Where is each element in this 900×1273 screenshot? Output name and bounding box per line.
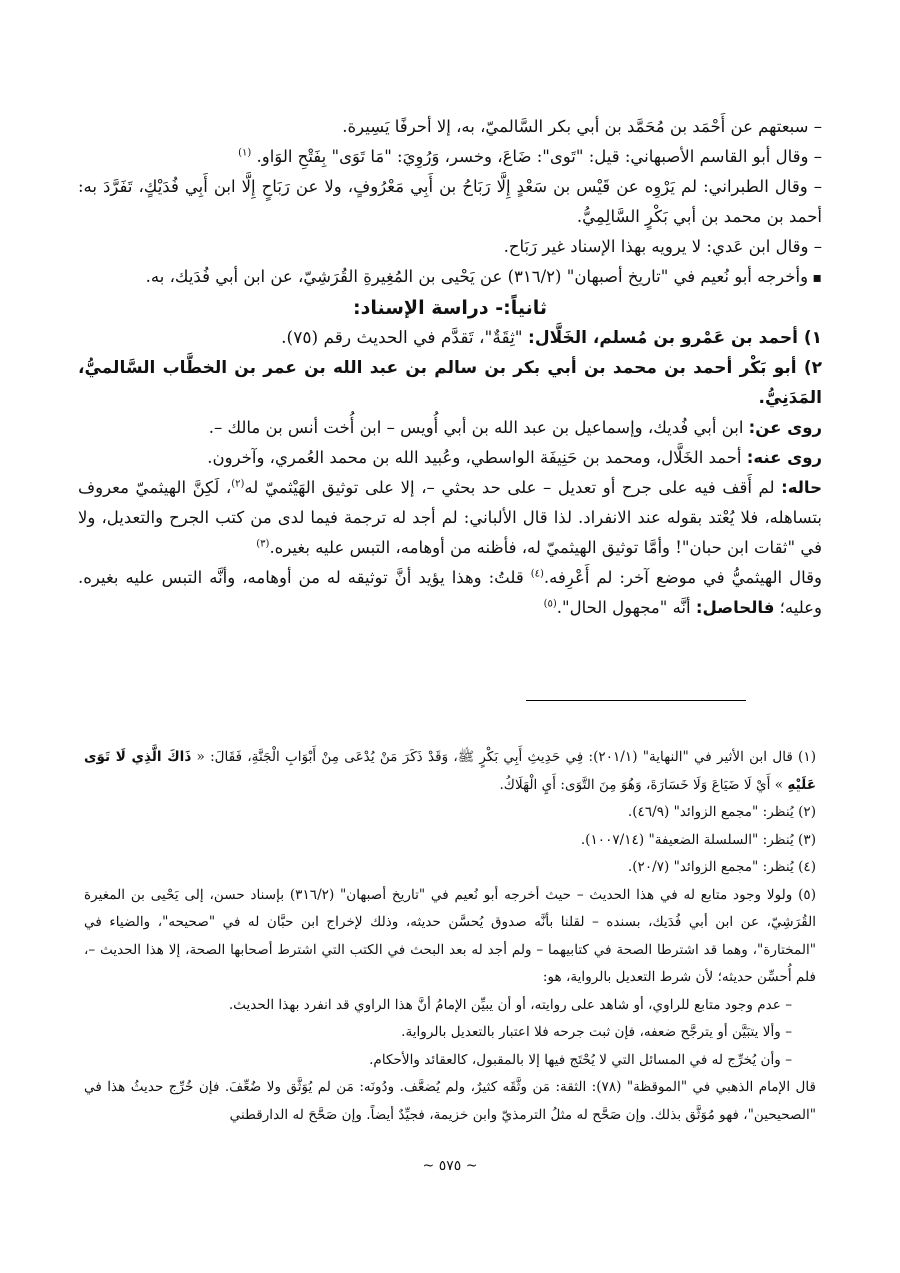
line-tabarani: – وقال الطبراني: لم يَرْوِه عن قَيْس بن سَعْدٍ إِلَّا رَبَاحُ بن أَبِي مَعْرُوفٍ، ولا عن رَبَاحٍ إِلَّا ابن أَبِي فُدَيْكٍ، تَفَرَّدَ به: أحمد بن محمد بن أبي بَكْرٍ السَّالِمِيُّ. bbox=[78, 172, 822, 232]
narrator-2: ٢) أبو بَكْر أحمد بن محمد بن أبي بكر بن سالم بن عبد الله بن عمر بن الخطَّاب السَّالميُّ، المَدَنِيُّ. bbox=[78, 358, 822, 408]
main-text bbox=[78, 112, 822, 623]
footnotes bbox=[84, 744, 816, 1129]
line-abu-nuaym: ▪ وأخرجه أبو نُعيم في "تاريخ أصبهان" (٣١٦/٢) عن يَحْيى بن المُغِيرةِ القُرَشِيّ، عن ابن أبي فُدَيك، به. bbox=[78, 262, 822, 293]
line-ibn-adi: – وقال ابن عَدي: لا يرويه بهذا الإسناد غير رَبَاح. bbox=[78, 232, 822, 262]
narrator-1: ١) أحمد بن عَمْرو بن مُسلم، الخَلَّال: "ثِقَةٌ"، تَقدَّم في الحديث رقم (٧٥). bbox=[281, 328, 822, 348]
footnote-ref-4[interactable]: (٤) bbox=[530, 568, 544, 580]
status-label: حاله: bbox=[781, 478, 823, 497]
section-heading: ثانياً:- دراسة الإسناد: bbox=[352, 297, 547, 319]
footnote-5-condition-1: – عدم وجود متابع للراوي، أو شاهد على روايته، أو أن يبيِّن الإمامُ أنَّ هذا الراوي قد انفرد بهذا الحديث. bbox=[84, 992, 816, 1020]
conclusion-label: فالحاصل: bbox=[695, 598, 775, 617]
footnote-3: (٣) يُنظر: "السلسلة الضعيفة" (١٠٠٧/١٤). bbox=[580, 831, 816, 848]
footnote-5: (٥) ولولا وجود متابع له في هذا الحديث – حيث أخرجه أبو نُعيم في "تاريخ أصبهان" (٣١٦/٢) بإسناد حسن، إلى يَحْيى بن المغيرة القُرَشِيّ، عن ابن أبي فُدَيك، بسنده – لقلنا بأنَّه صدوق يُحسَّن حديثه، وذلك لإخراج ابن حبَّان له في "صحيحه"، والضياء في "المختارة"، وهما قد اشترطا الصحة في كتابيهما – ولم أجد له بعد البحث في الكتب التي اشترط أصحابها الصحة، إلا هذا الحديث –، فلم أُحسِّن حديثه؛ لأن شرط التعديل بالرواية، هو: bbox=[84, 886, 816, 985]
footnote-1: (١) قال ابن الأثير في "النهاية" (٢٠١/١): فِي حَدِيثِ أَبِي بَكْرٍ ﷺ، وَقَدْ ذَكَرَ مَنْ يُدْعَى مِنْ أَبْوَابِ الْجَنَّةِ، فَقَالَ: « ذَاكَ الَّذِي لَا تَوَى عَلَيْهِ » أَيْ لَا ضَيَاعَ وَلَا خَسَارَةَ، وَهُوَ مِنَ التَّوَى: أَيِ الْهَلَاكُ. bbox=[84, 749, 816, 793]
rawa-anhu: روى عنه: أحمد الخَلَّال، ومحمد بن حَنِيفَة الواسطي، وعُبيد الله بن محمد العُمري، وآخرون. bbox=[207, 448, 822, 467]
footnote-4: (٤) يُنظر: "مجمع الزوائد" (٢٠/٧). bbox=[627, 859, 816, 875]
footnote-ref-3[interactable]: (٣) bbox=[256, 538, 270, 550]
line-asbahani: – وقال أبو القاسم الأصبهاني: قيل: "تَوى": ضَاعَ، وخسر، وَرُوِيَ: "مَا تَوَى" بِفَتْحِ الوَاو. $^{(١)}$ bbox=[78, 142, 822, 172]
line-sources: – سبعتهم عن أَحْمَد بن مُحَمَّد بن أبي بكر السَّالميّ، به، إلا أحرفًا يَسِيرة. bbox=[78, 112, 822, 142]
footnote-2: (٢) يُنظر: "مجمع الزوائد" (٤٦/٩). bbox=[627, 804, 816, 820]
footnote-separator bbox=[526, 700, 746, 701]
narrator-1-label: ١) أحمد بن عَمْرو بن مُسلم، الخَلَّال: bbox=[528, 328, 822, 348]
conclusion: وقال الهيثميُّ في موضع آخر: لم أَعْرِفه.$^{(٤)}$ قلتُ: وهذا يؤيد أنَّ توثيقه له من أوهامه، وأنَّه التبس عليه بغيره. وعليه؛ فالحاصل: أنَّه "مجهول الحال".$^{(٥)}$ bbox=[78, 568, 822, 617]
footnote-5-condition-3: – وأن يُخرِّج له في المسائل التي لا يُحْتَج فيها إلا بالمقبول، كالعقائد والأحكام. bbox=[84, 1047, 816, 1075]
footnote-ref-1[interactable]: (١) bbox=[238, 147, 252, 159]
rawa-an: روى عن: ابن أبي فُديك، وإسماعيل بن عبد الله بن أبي أُويس – ابن أُخت أنس بن مالك –. bbox=[208, 418, 822, 437]
page-number: ~ ٥٧٥ ~ bbox=[422, 1158, 478, 1174]
rawa-an-label: روى عن: bbox=[748, 418, 822, 437]
rawa-anhu-label: روى عنه: bbox=[746, 448, 822, 467]
footnote-5-dhahabi: قال الإمام الذهبي في "الموقظة" (٧٨): الثقة: مَن وثَّقَه كثيرٌ، ولم يُضعَّف. ودُونَه: مَن لم يُوَثَّق ولا ضُعِّفَ. فإن خُرِّج حديثُ هذا في "الصحيحين"، فهو مُوَثَّق بذلك. وإن صَحَّح له مثلُ الترمذيّ وابن خزيمة، فجيِّدٌ أيضاً. وإن صَحَّحَ له الدارقطني bbox=[84, 1079, 817, 1123]
narrator-status: حاله: لم أَقف فيه على جرح أو تعديل – على حد بحثي –، إلا على توثيق الهَيْثميّ له$^{(٢)}$، لَكِنَّ الهيثميّ معروف بتساهله، فلا يُعْتد بقوله عند الانفراد. لذا قال الألباني: لم أجد له ترجمة فيما لدى من كتب الجرح والتعديل، ولا في "ثقات ابن حبان"! وأمَّا توثيق الهيثميّ له، فأظنه من أوهامه، التبس عليه بغيره.$^{(٣)}$ bbox=[78, 478, 823, 557]
footnote-ref-2[interactable]: (٢) bbox=[231, 478, 245, 490]
footnote-ref-5[interactable]: (٥) bbox=[543, 598, 557, 610]
footnote-5-condition-2: – وألا يتبَيَّن أو يترجَّح ضعفه، فإن ثبت جرحه فلا اعتبار بالتعديل بالرواية. bbox=[84, 1019, 816, 1047]
